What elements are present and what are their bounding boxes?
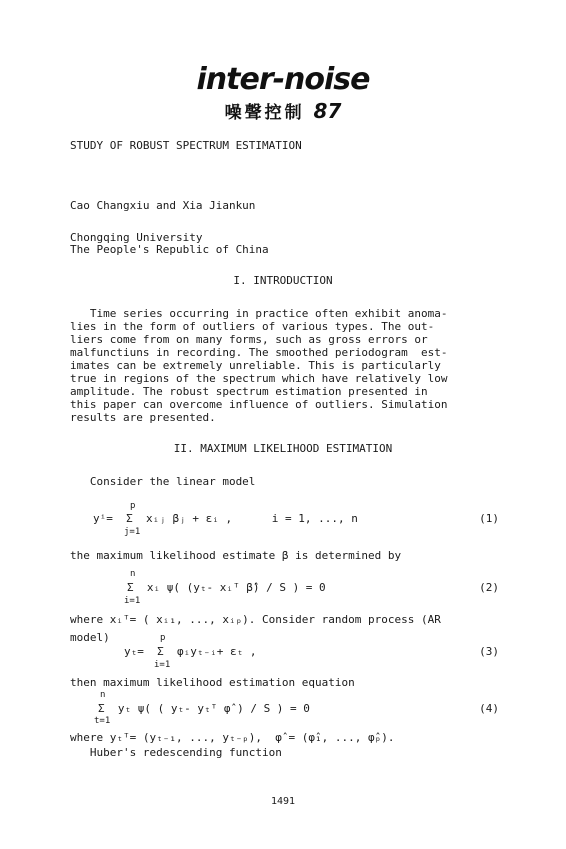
logo-year: 87: [313, 99, 342, 123]
paragraph-line: imates can be extremely unreliable. This is particularly: [70, 359, 441, 372]
eq4-body: Σ yₜ ψ( ( yₜ- yₜᵀ φ̂ ) / S ) = 0: [98, 702, 310, 715]
inter-noise-logo: inter-noise: [196, 62, 370, 97]
conference-logo-subtitle: [0, 98, 566, 123]
eq2-number: (2): [479, 581, 499, 594]
paragraph-line: true in regions of the spectrum which have relatively low: [70, 372, 448, 385]
then-ml-text: then maximum likelihood estimation equation: [70, 676, 355, 689]
authors: Cao Changxiu and Xia Jiankun: [70, 199, 256, 212]
affiliation-line-1: Chongqing University: [70, 231, 203, 244]
affiliation-line-2: The People's Republic of China: [70, 243, 269, 256]
eq1-number: (1): [479, 512, 499, 525]
page-number: 1491: [270, 796, 296, 807]
paragraph-line: results are presented.: [70, 411, 216, 424]
eq3-sum-upper: p: [160, 633, 166, 643]
eq1-sum-upper: p: [130, 501, 136, 511]
eq3-sum-lower: i=1: [154, 660, 171, 670]
eq3-number: (3): [479, 645, 499, 658]
eq4-number: (4): [479, 702, 499, 715]
eq1-sum-lower: j=1: [124, 527, 141, 537]
paragraph-line: liers come from on many forms, such as gross errors or: [70, 333, 428, 346]
huber-function-text: Huber's redescending function: [70, 746, 282, 759]
eq2-sum-upper: n: [130, 569, 136, 579]
eq4-sum-lower: t=1: [94, 716, 111, 726]
paragraph-line: Time series occurring in practice often exhibit anoma-: [70, 307, 448, 320]
section-2-heading: II. MAXIMUM LIKELIHOOD ESTIMATION: [173, 442, 393, 455]
eq2-sum-lower: i=1: [124, 596, 141, 606]
where-y-text: where yₜᵀ= (yₜ₋₁, ..., yₜ₋ₚ), φ̂ = (φ̂₁, ..., φ̂ₚ).: [70, 731, 395, 744]
eq1-body: yⁱ= Σ xᵢⱼ βⱼ + εᵢ , i = 1, ..., n: [93, 512, 358, 525]
paragraph-line: this paper can overcome influence of outliers. Simulation: [70, 398, 448, 411]
where-x-text: where xᵢᵀ= ( xᵢ₁, ..., xᵢₚ). Consider random process (AR: [70, 613, 441, 626]
ml-estimate-text: the maximum likelihood estimate β is determined by: [70, 549, 402, 562]
eq4-sum-upper: n: [100, 690, 106, 700]
paragraph-line: lies in the form of outliers of various types. The out-: [70, 320, 435, 333]
paragraph-line: malfunctiuns in recording. The smoothed periodogram est-: [70, 346, 448, 359]
eq2-body: Σ xᵢ ψ( (yₜ- xᵢᵀ β̂) / S ) = 0: [127, 581, 326, 594]
consider-linear-model: Consider the linear model: [70, 475, 256, 488]
logo-chinese-text: 噪聲控制: [224, 103, 305, 123]
paragraph-line: amplitude. The robust spectrum estimation presented in: [70, 385, 428, 398]
eq3-body: yₜ= Σ φᵢyₜ₋ᵢ+ εₜ ,: [124, 645, 257, 658]
model-text: model): [70, 631, 110, 644]
paper-title: STUDY OF ROBUST SPECTRUM ESTIMATION: [70, 139, 302, 152]
section-1-heading: I. INTRODUCTION: [233, 274, 333, 287]
